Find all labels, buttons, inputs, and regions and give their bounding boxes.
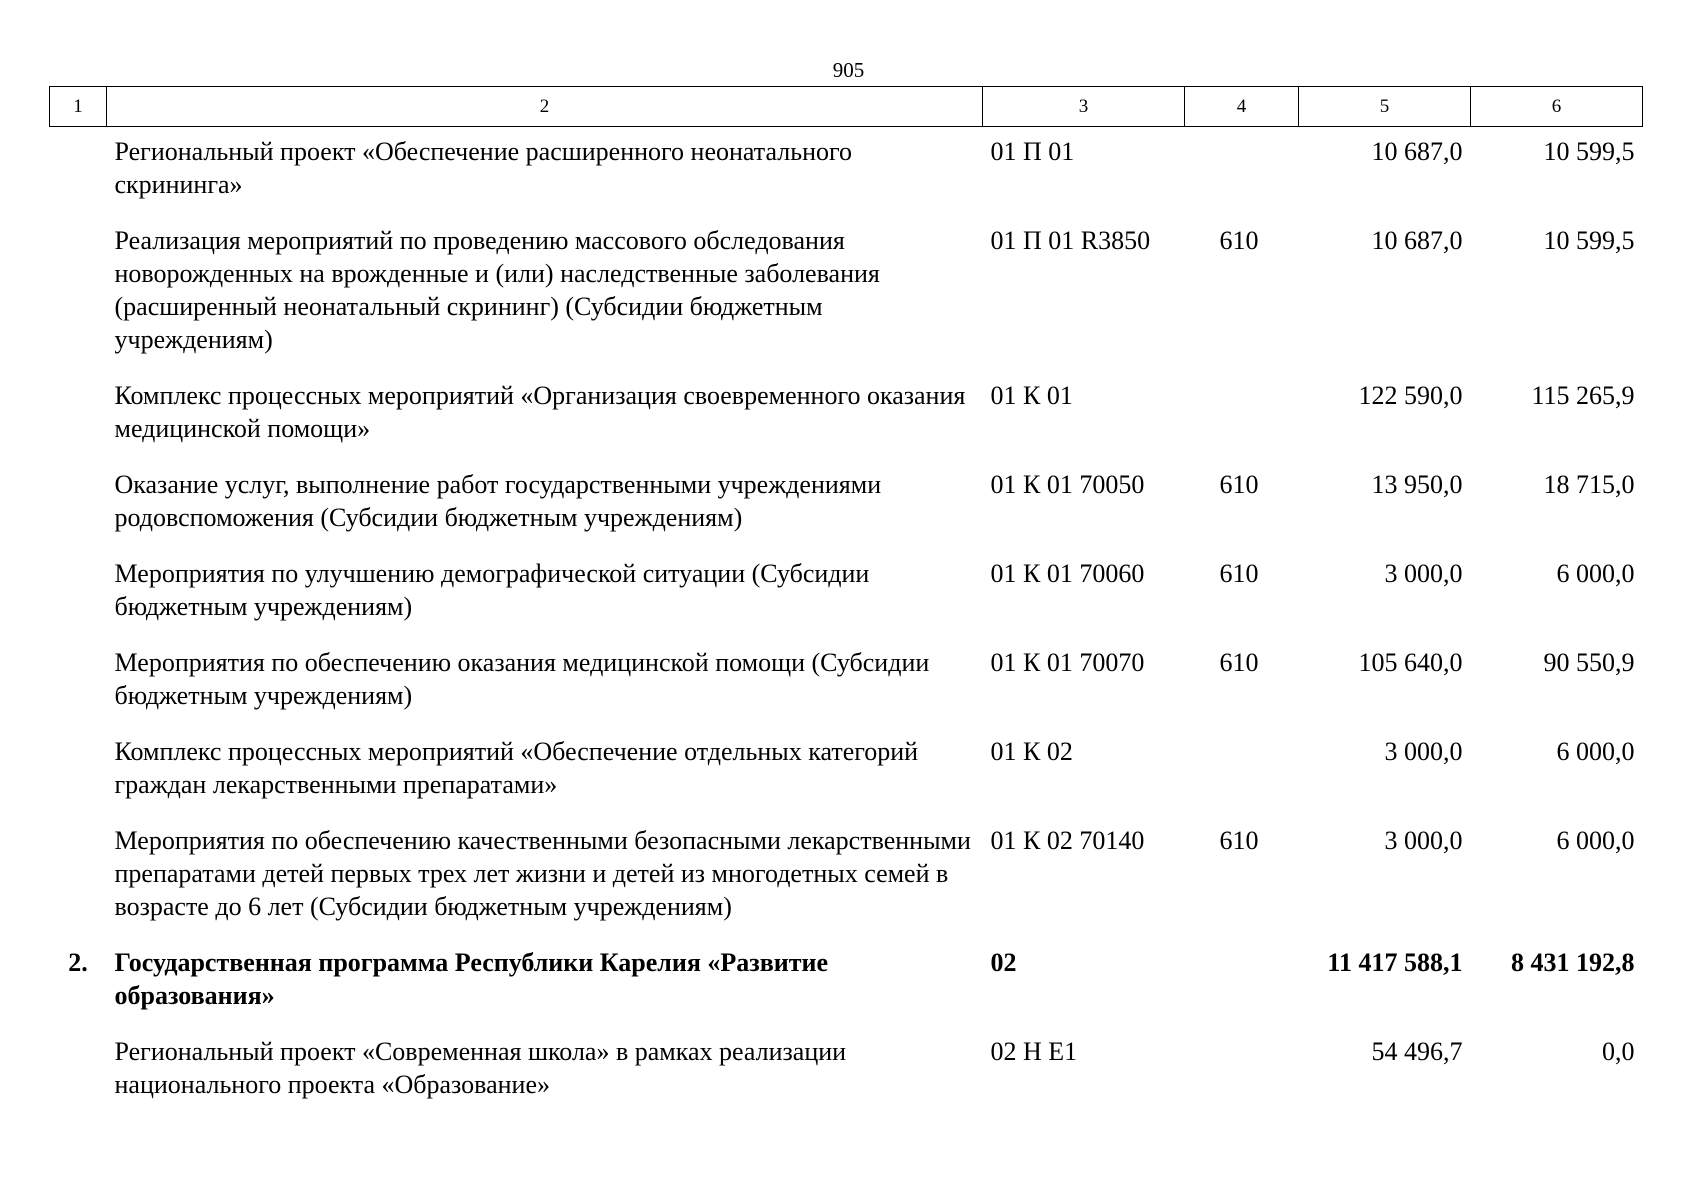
row-amount-col5: 10 687,0 — [1371, 137, 1463, 166]
row-name: Комплекс процессных мероприятий «Обеспечение отдельных категорий граждан лекарственными препаратами» — [114, 737, 919, 799]
row-code: 01 П 01 R3850 — [990, 226, 1151, 255]
column-header-3: 3 — [983, 87, 1185, 127]
row-amount-col5: 54 496,7 — [1371, 1037, 1463, 1066]
row-code: 01 К 01 70070 — [990, 648, 1145, 677]
row-amount-col6: 10 599,5 — [1543, 226, 1635, 255]
row-code: 01 К 02 — [990, 737, 1073, 766]
page-number: 905 — [832, 58, 865, 82]
row-amount-col6: 115 265,9 — [1531, 381, 1635, 410]
row-amount-col6: 90 550,9 — [1543, 648, 1635, 677]
row-amount-col5: 13 950,0 — [1371, 470, 1463, 499]
row-code: 01 К 01 — [990, 381, 1073, 410]
row-number — [50, 458, 107, 547]
row-amount-col6: 6 000,0 — [1556, 826, 1635, 855]
table-row — [50, 725, 1643, 814]
row-amount-col5: 3 000,0 — [1384, 559, 1463, 588]
row-expense-type — [1185, 127, 1299, 215]
column-header-1: 1 — [50, 87, 107, 127]
row-number — [50, 636, 107, 725]
column-header-4: 4 — [1185, 87, 1299, 127]
row-name: Мероприятия по обеспечению качественными безопасными лекарственными препаратами детей первых трех лет жизни и детей из многодетных семей в возрасте до 6 лет (Субсидии бюджетным учреждениям) — [114, 826, 971, 921]
row-amount-col5: 10 687,0 — [1371, 226, 1463, 255]
budget-table — [49, 86, 1643, 1114]
row-name: Комплекс процессных мероприятий «Организация своевременного оказания медицинской помощи» — [114, 381, 966, 443]
row-name: Региональный проект «Современная школа» в рамках реализации национального проекта «Образование» — [114, 1037, 847, 1099]
row-code: 02 Н Е1 — [990, 1037, 1078, 1066]
row-number — [50, 1025, 107, 1114]
row-code: 01 П 01 — [990, 137, 1075, 166]
row-expense-type: 610 — [1219, 648, 1259, 677]
row-expense-type — [1185, 936, 1299, 1025]
column-number-header-row — [50, 87, 1643, 127]
row-name: Государственная программа Республики Карелия «Развитие образования» — [114, 948, 829, 1010]
row-number: 2. — [68, 948, 88, 977]
row-name: Мероприятия по улучшению демографической ситуации (Субсидии бюджетным учреждениям) — [114, 559, 870, 621]
column-header-5: 5 — [1299, 87, 1471, 127]
table-row-program — [50, 936, 1643, 1025]
row-code: 01 К 01 70050 — [990, 470, 1145, 499]
row-number — [50, 214, 107, 369]
table-row — [50, 1025, 1643, 1114]
row-expense-type — [1185, 725, 1299, 814]
row-amount-col6: 8 431 192,8 — [1511, 948, 1635, 977]
row-number — [50, 369, 107, 458]
row-amount-col5: 105 640,0 — [1358, 648, 1463, 677]
row-amount-col6: 0,0 — [1602, 1037, 1635, 1066]
table-row — [50, 458, 1643, 547]
row-amount-col5: 122 590,0 — [1358, 381, 1463, 410]
row-code: 01 К 01 70060 — [990, 559, 1145, 588]
row-amount-col6: 6 000,0 — [1556, 737, 1635, 766]
row-amount-col6: 6 000,0 — [1556, 559, 1635, 588]
row-expense-type: 610 — [1219, 559, 1259, 588]
row-amount-col6: 10 599,5 — [1543, 137, 1635, 166]
table-row — [50, 636, 1643, 725]
row-name: Мероприятия по обеспечению оказания медицинской помощи (Субсидии бюджетным учреждениям) — [114, 648, 930, 710]
row-expense-type: 610 — [1219, 826, 1259, 855]
row-name: Региональный проект «Обеспечение расширенного неонатального скрининга» — [114, 137, 852, 199]
row-name: Реализация мероприятий по проведению массового обследования новорожденных на врожденные и (или) наследственные заболевания (расширенный неонатальный скрининг) (Субсидии бюджетным учреждениям) — [114, 226, 880, 354]
column-header-6: 6 — [1471, 87, 1643, 127]
row-amount-col5: 3 000,0 — [1384, 737, 1463, 766]
row-name: Оказание услуг, выполнение работ государственными учреждениями родовспоможения (Субсидии бюджетным учреждениям) — [114, 470, 882, 532]
table-row — [50, 214, 1643, 369]
row-code: 02 — [990, 948, 1017, 977]
table-row — [50, 814, 1643, 936]
row-expense-type — [1185, 1025, 1299, 1114]
row-expense-type: 610 — [1219, 226, 1259, 255]
row-number — [50, 547, 107, 636]
row-code: 01 К 02 70140 — [990, 826, 1145, 855]
table-row — [50, 127, 1643, 215]
row-amount-col6: 18 715,0 — [1543, 470, 1635, 499]
column-header-2: 2 — [107, 87, 983, 127]
table-row — [50, 369, 1643, 458]
row-number — [50, 725, 107, 814]
row-number — [50, 814, 107, 936]
row-amount-col5: 3 000,0 — [1384, 826, 1463, 855]
row-number — [50, 127, 107, 215]
row-expense-type — [1185, 369, 1299, 458]
row-expense-type: 610 — [1219, 470, 1259, 499]
table-row — [50, 547, 1643, 636]
row-amount-col5: 11 417 588,1 — [1327, 948, 1463, 977]
